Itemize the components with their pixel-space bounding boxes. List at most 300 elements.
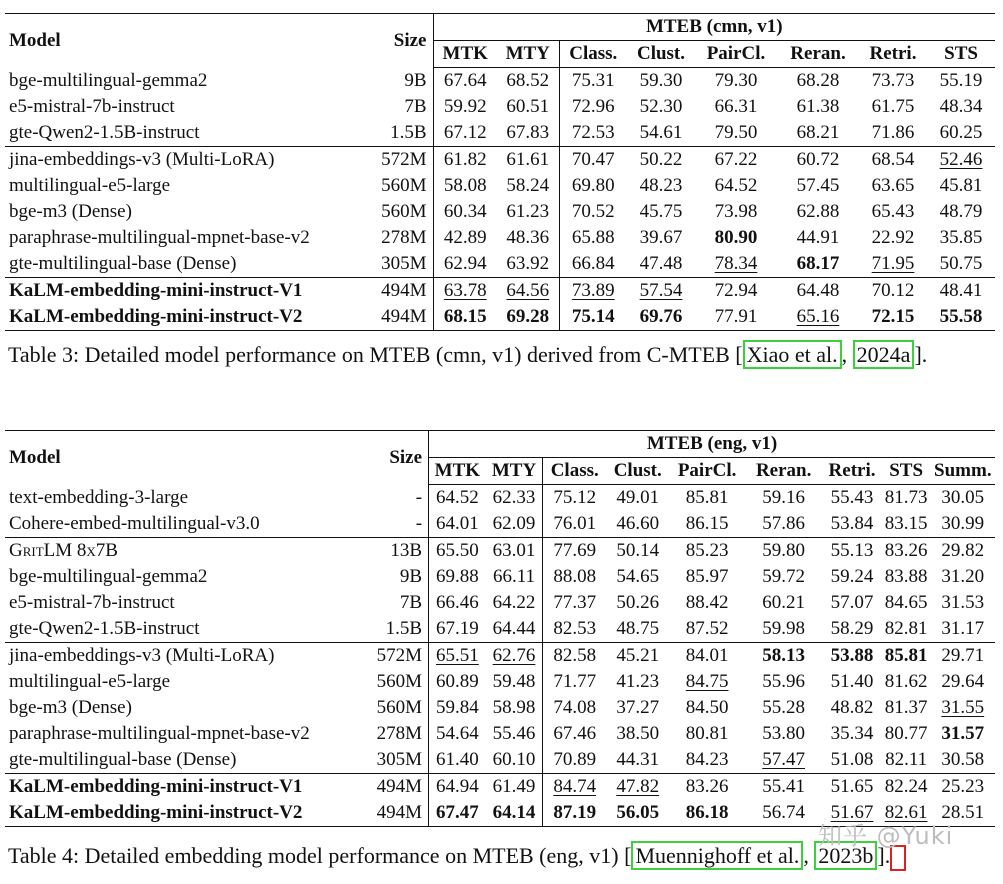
score-value: 69.28 xyxy=(506,306,550,327)
score-value: 67.46 xyxy=(553,723,597,744)
score-value: 53.88 xyxy=(830,645,874,666)
model-name: gte-Qwen2-1.5B-instruct xyxy=(9,618,200,639)
header-size: Size xyxy=(369,431,428,485)
model-size: - xyxy=(369,485,428,512)
score-cell xyxy=(627,251,695,278)
score-value: 42.89 xyxy=(443,227,487,248)
score-value: 48.36 xyxy=(506,227,550,248)
score-cell xyxy=(695,304,777,331)
score-cell xyxy=(627,225,695,251)
model-size: 572M xyxy=(368,147,433,174)
column-header: Retri. xyxy=(822,458,881,485)
score-value: 67.19 xyxy=(435,618,479,639)
model-name: e5-mistral-7b-instruct xyxy=(9,96,175,117)
score-value: 45.75 xyxy=(639,201,683,222)
score-value: 35.85 xyxy=(939,227,983,248)
score-cell xyxy=(433,173,497,199)
score-value: 55.96 xyxy=(762,671,806,692)
score-value: 62.09 xyxy=(492,513,536,534)
score-value: 68.15 xyxy=(443,306,487,327)
score-cell xyxy=(433,199,497,225)
score-cell xyxy=(695,199,777,225)
citation-year-link[interactable]: 2024a xyxy=(853,340,915,369)
score-cell xyxy=(433,94,497,120)
score-value: 66.11 xyxy=(492,566,536,587)
model-size: 278M xyxy=(368,225,433,251)
score-value: 67.22 xyxy=(714,149,758,170)
header-group: MTEB (eng, v1) xyxy=(429,431,995,458)
score-cell xyxy=(433,304,497,331)
score-value: 64.48 xyxy=(796,280,840,301)
score-value: 55.58 xyxy=(939,306,983,327)
score-value: 65.88 xyxy=(571,227,615,248)
score-value: 72.15 xyxy=(871,306,915,327)
score-value: 74.08 xyxy=(553,697,597,718)
score-value: 59.72 xyxy=(762,566,806,587)
score-cell xyxy=(882,721,931,747)
score-cell xyxy=(669,800,745,827)
score-cell xyxy=(497,251,559,278)
score-value: 57.07 xyxy=(830,592,874,613)
score-cell xyxy=(543,616,606,643)
score-value: 64.44 xyxy=(492,618,536,639)
score-value: 83.26 xyxy=(884,540,928,561)
table-row xyxy=(5,669,995,695)
score-value: 84.01 xyxy=(685,645,729,666)
score-cell xyxy=(695,68,777,95)
score-value: 65.16 xyxy=(796,306,840,327)
score-value: 77.69 xyxy=(553,540,597,561)
score-cell xyxy=(486,511,543,538)
score-cell xyxy=(627,278,695,305)
score-value: 86.15 xyxy=(685,513,729,534)
score-value: 60.51 xyxy=(506,96,550,117)
model-size: 560M xyxy=(369,695,428,721)
caption-text: Table 3: Detailed model performance on MTEB (cmn, v1) derived from C-MTEB [ xyxy=(8,342,743,367)
score-value: 73.89 xyxy=(571,280,615,301)
score-cell xyxy=(882,538,931,565)
score-cell xyxy=(559,304,627,331)
score-cell xyxy=(882,643,931,670)
score-cell xyxy=(433,68,497,95)
score-cell xyxy=(931,616,995,643)
model-size: 560M xyxy=(368,173,433,199)
score-cell xyxy=(669,538,745,565)
score-value: 68.17 xyxy=(796,253,840,274)
score-value: 38.50 xyxy=(616,723,660,744)
caption-text: Table 4: Detailed embedding model performance on MTEB (eng, v1) [ xyxy=(8,843,632,868)
score-cell xyxy=(433,278,497,305)
score-cell xyxy=(822,774,881,801)
score-value: 54.64 xyxy=(435,723,479,744)
citation-year-link[interactable]: 2023b xyxy=(814,841,877,870)
model-name: KaLM-embedding-mini-instruct-V1 xyxy=(5,278,368,305)
score-cell xyxy=(927,68,995,95)
score-value: 61.38 xyxy=(796,96,840,117)
score-value: 51.65 xyxy=(830,776,874,797)
score-cell xyxy=(745,590,823,616)
score-value: 48.79 xyxy=(939,201,983,222)
score-cell xyxy=(927,94,995,120)
score-cell xyxy=(931,695,995,721)
model-name: paraphrase-multilingual-mpnet-base-v2 xyxy=(9,227,310,248)
score-value: 88.42 xyxy=(685,592,729,613)
score-value: 85.23 xyxy=(685,540,729,561)
model-name: bge-multilingual-gemma2 xyxy=(9,69,208,91)
table-3 xyxy=(5,13,995,331)
column-header: STS xyxy=(927,41,995,68)
score-cell xyxy=(669,616,745,643)
score-value: 80.77 xyxy=(884,723,928,744)
model-name: Cohere-embed-multilingual-v3.0 xyxy=(9,513,260,534)
model-name: jina-embeddings-v3 (Multi-LoRA) xyxy=(5,147,368,174)
score-value: 58.08 xyxy=(443,175,487,196)
score-cell xyxy=(859,94,927,120)
score-value: 61.23 xyxy=(506,201,550,222)
score-value: 50.22 xyxy=(639,149,683,170)
score-cell xyxy=(927,225,995,251)
score-cell xyxy=(429,695,486,721)
score-value: 55.28 xyxy=(762,697,806,718)
score-value: 59.84 xyxy=(435,697,479,718)
score-cell xyxy=(559,120,627,147)
table-row xyxy=(5,747,995,774)
score-cell xyxy=(486,774,543,801)
score-cell xyxy=(433,120,497,147)
column-header: STS xyxy=(882,458,931,485)
score-value: 31.55 xyxy=(941,697,985,718)
watermark: 知乎 @Yuki xyxy=(818,822,954,850)
score-cell xyxy=(497,173,559,199)
score-cell xyxy=(433,225,497,251)
score-value: 58.13 xyxy=(762,645,806,666)
model-name: paraphrase-multilingual-mpnet-base-v2 xyxy=(9,723,310,744)
score-cell xyxy=(822,616,881,643)
score-cell xyxy=(543,669,606,695)
score-cell xyxy=(695,94,777,120)
score-value: 48.34 xyxy=(939,96,983,117)
score-value: 85.81 xyxy=(685,487,729,508)
score-cell xyxy=(777,120,859,147)
score-value: 73.73 xyxy=(871,70,915,91)
score-value: 29.71 xyxy=(941,645,985,666)
model-name: KaLM-embedding-mini-instruct-V2 xyxy=(5,800,369,827)
score-cell xyxy=(777,94,859,120)
score-value: 81.62 xyxy=(884,671,928,692)
score-value: 86.18 xyxy=(685,802,729,823)
score-cell xyxy=(543,538,606,565)
score-value: 84.23 xyxy=(685,749,729,770)
score-cell xyxy=(669,485,745,512)
score-cell xyxy=(931,774,995,801)
table-row xyxy=(5,485,995,512)
score-value: 64.94 xyxy=(435,776,479,797)
score-cell xyxy=(777,251,859,278)
score-value: 84.50 xyxy=(685,697,729,718)
score-cell xyxy=(669,774,745,801)
score-cell xyxy=(927,173,995,199)
caption-end: ]. xyxy=(914,342,928,367)
table-row xyxy=(5,564,995,590)
model-size: 1.5B xyxy=(368,120,433,147)
score-value: 61.75 xyxy=(871,96,915,117)
score-cell xyxy=(745,747,823,774)
score-value: 63.65 xyxy=(871,175,915,196)
model-size: 9B xyxy=(369,564,428,590)
score-value: 63.78 xyxy=(443,280,487,301)
column-header: MTK xyxy=(433,41,497,68)
score-cell xyxy=(497,120,559,147)
score-cell xyxy=(627,173,695,199)
score-value: 80.81 xyxy=(685,723,729,744)
score-value: 61.40 xyxy=(435,749,479,770)
score-cell xyxy=(429,616,486,643)
score-cell xyxy=(669,590,745,616)
score-value: 70.89 xyxy=(553,749,597,770)
score-cell xyxy=(931,511,995,538)
score-value: 50.14 xyxy=(616,540,660,561)
score-cell xyxy=(606,564,669,590)
score-cell xyxy=(543,695,606,721)
model-name: jina-embeddings-v3 (Multi-LoRA) xyxy=(5,643,369,670)
model-name: bge-m3 (Dense) xyxy=(9,697,132,718)
score-cell xyxy=(627,94,695,120)
score-value: 31.20 xyxy=(941,566,985,587)
score-cell xyxy=(606,538,669,565)
model-name: bge-m3 (Dense) xyxy=(9,201,132,222)
model-size: 7B xyxy=(369,590,428,616)
score-cell xyxy=(627,147,695,174)
score-cell xyxy=(822,538,881,565)
score-cell xyxy=(429,485,486,512)
score-value: 72.94 xyxy=(714,280,758,301)
score-cell xyxy=(882,616,931,643)
score-cell xyxy=(745,669,823,695)
citation-link[interactable]: Muennighoff et al. xyxy=(631,841,803,870)
score-value: 68.52 xyxy=(506,70,550,91)
score-value: 60.25 xyxy=(939,122,983,143)
score-value: 77.91 xyxy=(714,306,758,327)
model-name: e5-mistral-7b-instruct xyxy=(9,592,175,613)
column-header: PairCl. xyxy=(669,458,745,485)
score-value: 55.19 xyxy=(939,70,983,91)
score-value: 65.51 xyxy=(435,645,479,666)
model-name: gte-Qwen2-1.5B-instruct xyxy=(9,122,200,143)
score-value: 37.27 xyxy=(616,697,660,718)
score-value: 56.74 xyxy=(762,802,806,823)
model-size: 572M xyxy=(369,643,428,670)
score-value: 75.12 xyxy=(553,487,597,508)
score-value: 51.08 xyxy=(830,749,874,770)
score-cell xyxy=(822,695,881,721)
score-value: 67.12 xyxy=(443,122,487,143)
header-model: Model xyxy=(5,14,368,68)
score-cell xyxy=(606,616,669,643)
model-size: - xyxy=(369,511,428,538)
score-value: 28.51 xyxy=(941,802,985,823)
score-value: 61.82 xyxy=(443,149,487,170)
score-value: 35.34 xyxy=(830,723,874,744)
table-row xyxy=(5,774,995,801)
score-value: 76.01 xyxy=(553,513,597,534)
score-cell xyxy=(859,225,927,251)
score-value: 69.76 xyxy=(639,306,683,327)
model-size: 278M xyxy=(369,721,428,747)
score-value: 22.92 xyxy=(871,227,915,248)
score-value: 60.21 xyxy=(762,592,806,613)
model-size: 305M xyxy=(368,251,433,278)
score-cell xyxy=(777,278,859,305)
score-cell xyxy=(627,304,695,331)
score-value: 71.77 xyxy=(553,671,597,692)
score-cell xyxy=(497,278,559,305)
model-name: gte-multilingual-base (Dense) xyxy=(9,749,237,770)
score-value: 62.76 xyxy=(492,645,536,666)
score-value: 49.01 xyxy=(616,487,660,508)
score-value: 48.41 xyxy=(939,280,983,301)
score-value: 69.80 xyxy=(571,175,615,196)
column-header: Summ. xyxy=(931,458,995,485)
score-value: 82.53 xyxy=(553,618,597,639)
score-cell xyxy=(669,747,745,774)
score-cell xyxy=(745,538,823,565)
score-cell xyxy=(429,721,486,747)
table-row xyxy=(5,147,995,174)
score-value: 87.52 xyxy=(685,618,729,639)
score-cell xyxy=(433,251,497,278)
score-cell xyxy=(745,800,823,827)
table-row xyxy=(5,68,995,95)
table-3-caption xyxy=(8,342,927,368)
column-header: Reran. xyxy=(745,458,823,485)
score-cell xyxy=(931,669,995,695)
score-value: 31.17 xyxy=(941,618,985,639)
score-cell xyxy=(695,120,777,147)
score-value: 54.65 xyxy=(616,566,660,587)
score-value: 83.15 xyxy=(884,513,928,534)
score-value: 62.94 xyxy=(443,253,487,274)
score-cell xyxy=(695,147,777,174)
score-cell xyxy=(559,147,627,174)
score-cell xyxy=(559,173,627,199)
score-cell xyxy=(669,695,745,721)
model-name: multilingual-e5-large xyxy=(9,671,171,692)
model-name: multilingual-e5-large xyxy=(9,175,171,196)
score-value: 47.48 xyxy=(639,253,683,274)
score-cell xyxy=(543,800,606,827)
score-cell xyxy=(669,669,745,695)
score-value: 59.98 xyxy=(762,618,806,639)
score-value: 82.24 xyxy=(884,776,928,797)
score-cell xyxy=(777,147,859,174)
score-cell xyxy=(882,774,931,801)
score-value: 85.81 xyxy=(884,645,928,666)
table-row xyxy=(5,94,995,120)
column-header: Clust. xyxy=(606,458,669,485)
score-cell xyxy=(627,68,695,95)
score-value: 31.53 xyxy=(941,592,985,613)
score-cell xyxy=(745,774,823,801)
column-header: MTK xyxy=(429,458,486,485)
score-value: 50.26 xyxy=(616,592,660,613)
score-cell xyxy=(822,669,881,695)
score-value: 51.67 xyxy=(830,802,874,823)
score-value: 67.83 xyxy=(506,122,550,143)
score-value: 67.47 xyxy=(435,802,479,823)
score-value: 60.34 xyxy=(443,201,487,222)
score-value: 85.97 xyxy=(685,566,729,587)
score-cell xyxy=(497,94,559,120)
score-value: 68.28 xyxy=(796,70,840,91)
score-cell xyxy=(882,747,931,774)
score-cell xyxy=(429,774,486,801)
score-value: 64.52 xyxy=(714,175,758,196)
citation-link[interactable]: Xiao et al. xyxy=(743,340,842,369)
caption-separator: , xyxy=(841,342,853,367)
score-cell xyxy=(543,485,606,512)
score-cell xyxy=(559,278,627,305)
score-value: 57.45 xyxy=(796,175,840,196)
score-value: 57.47 xyxy=(762,749,806,770)
score-cell xyxy=(822,721,881,747)
score-value: 84.75 xyxy=(685,671,729,692)
score-cell xyxy=(606,511,669,538)
score-value: 66.31 xyxy=(714,96,758,117)
score-value: 53.80 xyxy=(762,723,806,744)
score-cell xyxy=(745,564,823,590)
score-cell xyxy=(859,68,927,95)
score-value: 78.34 xyxy=(714,253,758,274)
score-value: 67.64 xyxy=(443,70,487,91)
score-value: 71.95 xyxy=(871,253,915,274)
score-cell xyxy=(882,564,931,590)
score-value: 73.98 xyxy=(714,201,758,222)
score-cell xyxy=(559,199,627,225)
score-value: 58.29 xyxy=(830,618,874,639)
model-name: GritLM 8x7B xyxy=(5,538,369,565)
table-4-caption xyxy=(8,843,906,871)
score-cell xyxy=(695,251,777,278)
score-value: 25.23 xyxy=(941,776,985,797)
score-value: 83.26 xyxy=(685,776,729,797)
score-value: 71.86 xyxy=(871,122,915,143)
score-cell xyxy=(859,251,927,278)
score-value: 79.30 xyxy=(714,70,758,91)
score-cell xyxy=(927,278,995,305)
score-cell xyxy=(669,643,745,670)
score-value: 39.67 xyxy=(639,227,683,248)
score-cell xyxy=(931,485,995,512)
score-value: 72.96 xyxy=(571,96,615,117)
score-value: 72.53 xyxy=(571,122,615,143)
score-cell xyxy=(931,564,995,590)
score-cell xyxy=(745,616,823,643)
score-cell xyxy=(695,225,777,251)
score-value: 55.41 xyxy=(762,776,806,797)
score-value: 80.90 xyxy=(714,227,758,248)
score-cell xyxy=(859,173,927,199)
score-cell xyxy=(931,538,995,565)
score-value: 52.30 xyxy=(639,96,683,117)
column-header: Reran. xyxy=(777,41,859,68)
score-cell xyxy=(927,199,995,225)
score-cell xyxy=(606,747,669,774)
score-value: 79.50 xyxy=(714,122,758,143)
score-value: 88.08 xyxy=(553,566,597,587)
score-cell xyxy=(882,669,931,695)
score-cell xyxy=(543,511,606,538)
model-size: 560M xyxy=(369,669,428,695)
